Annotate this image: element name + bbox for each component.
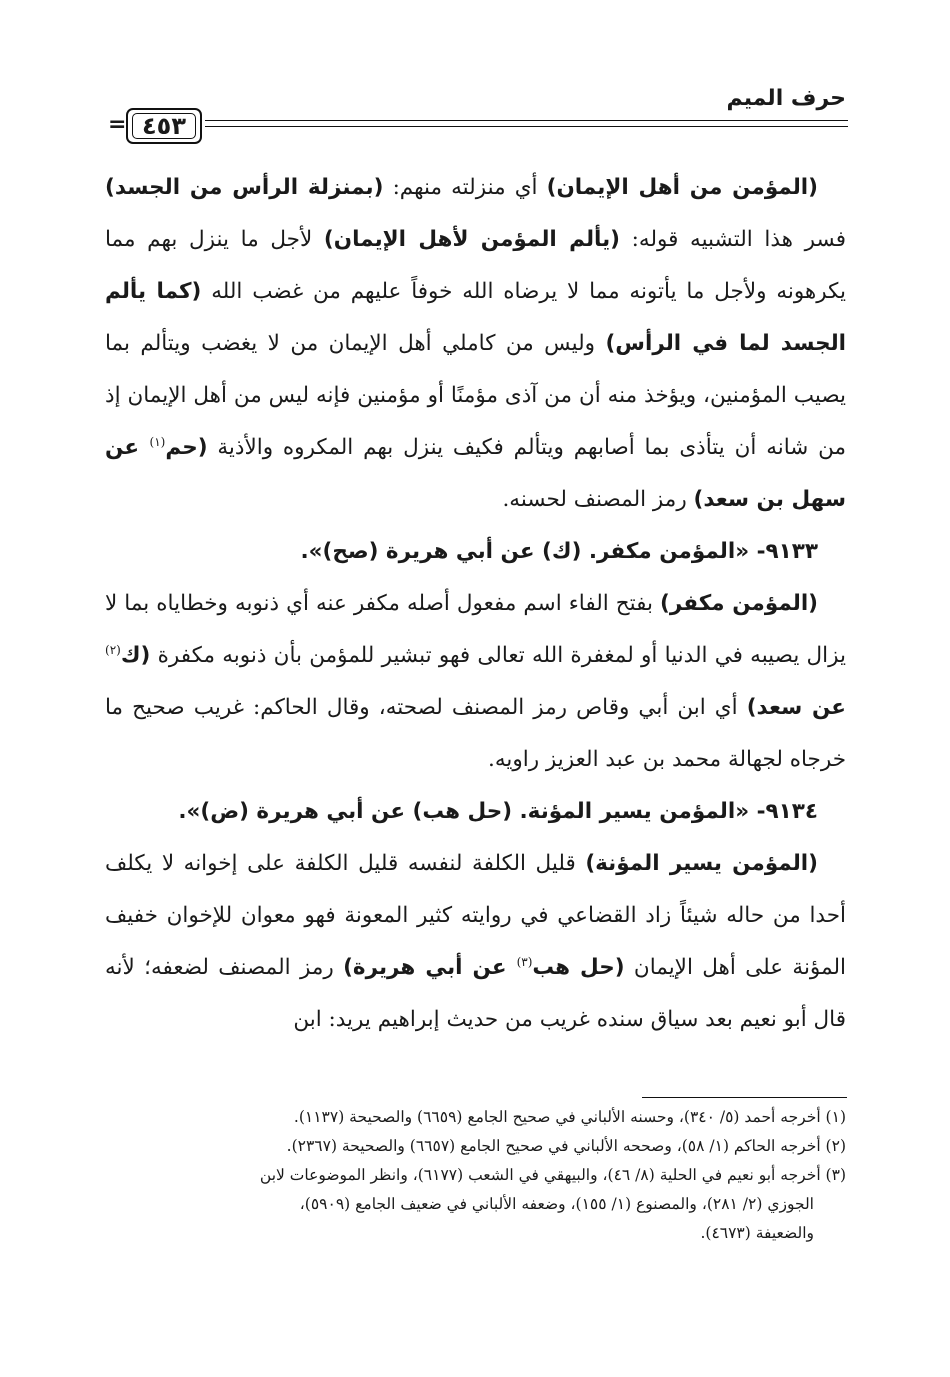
footnote-3: (٣) أخرجه أبو نعيم في الحلية (٨/ ٤٦)، والبيهقي في الشعب (٦١٧٧)، وانظر الموضوعات لابن xyxy=(259,1166,846,1184)
page-number: ٤٥٣ xyxy=(142,112,186,140)
source-reference: عن سهل بن سعد) xyxy=(105,435,846,512)
running-header-title: حرف الميم xyxy=(726,86,846,111)
footnote-separator xyxy=(642,1097,847,1098)
footnote-3-continued: الجوزي (٢/ ٢٨١)، والمصنوع (١/ ١٥٥)، وضعفه الألباني في ضعيف الجامع (٥٩٠٩)، xyxy=(299,1195,814,1213)
source-reference: عن سعد) xyxy=(746,695,846,720)
quoted-hadith-phrase: (المؤمن من أهل الإيمان) xyxy=(546,175,818,200)
quoted-hadith-phrase: (يألم المؤمن لأهل الإيمان) xyxy=(323,227,620,252)
commentary-text: أي منزلته منهم: xyxy=(383,175,547,200)
header-ornament: = xyxy=(108,112,127,137)
paragraph-commentary-2 xyxy=(105,578,846,786)
header-rule-bottom xyxy=(205,126,848,127)
header-rule-top xyxy=(205,120,848,121)
commentary-text: فسر هذا التشبيه قوله: xyxy=(620,227,846,252)
paragraph-commentary-1 xyxy=(105,162,846,526)
source-reference: (حم xyxy=(165,435,208,460)
source-reference: (ك xyxy=(120,643,151,668)
footnote-marker-2: (٢) xyxy=(105,642,121,657)
quoted-hadith-phrase: (بمنزلة الرأس من الجسد) xyxy=(105,175,384,200)
quoted-hadith-phrase: (كما يألم الجسد لما في الرأس) xyxy=(105,279,847,356)
commentary-text: وليس من كاملي أهل الإيمان من لا يغضب ويتألم بما يصيب المؤمنين، ويؤخذ منه أن من آذى مؤمنًا أو مؤمنين فإنه ليس من أهل الإيمان إذ من شانه أن يتأذى بما أصابهم ويتألم فكيف ينزل بهم المكروه والأذية xyxy=(105,331,846,460)
quoted-hadith-phrase: (المؤمن يسير المؤنة) xyxy=(585,851,818,876)
commentary-text: لأجل ما ينزل بهم مما يكرهونه ولأجل ما يأتونه مما لا يرضاه الله خوفاً عليهم من غضب الله xyxy=(105,227,846,304)
commentary-text: رمز المصنف لحسنه. xyxy=(502,487,694,512)
footnote-3-end: والضعيفة (٤٦٧٣). xyxy=(700,1224,814,1242)
commentary-text: رمز المصنف لضعفه؛ لأنه قال أبو نعيم بعد سياق سنده غريب من حديث إبراهيم يريد: ابن xyxy=(105,955,846,1032)
source-reference: عن أبي هريرة) xyxy=(343,955,517,980)
main-text xyxy=(105,162,846,1046)
footnotes xyxy=(106,1103,846,1248)
hadith-entry-9133: ٩١٣٣- «المؤمن مكفر. (ك) عن أبي هريرة (صح)». xyxy=(300,539,818,564)
footnote-1: (١) أخرجه أحمد (٥/ ٣٤٠)، وحسنه الألباني في صحيح الجامع (٦٦٥٩) والصحيحة (١١٣٧). xyxy=(293,1108,846,1126)
paragraph-commentary-3 xyxy=(105,838,846,1046)
page-number-box xyxy=(126,108,202,144)
commentary-text: بفتح الفاء اسم مفعول أصله مكفر عنه أي ذنوبه وخطاياه بما لا يزال يصيبه في الدنيا أو لمغفرة الله تعالى فهو تبشير للمؤمن بأن ذنوبه مكفرة xyxy=(105,591,846,668)
footnote-marker-3: (٣) xyxy=(516,954,533,969)
footnote-marker-1: (١) xyxy=(149,434,166,449)
header-double-rule xyxy=(205,120,848,130)
quoted-hadith-phrase: (المؤمن مكفر) xyxy=(660,591,819,616)
footnote-2: (٢) أخرجه الحاكم (١/ ٥٨)، وصححه الألباني في صحيح الجامع (٦٦٥٧) والصحيحة (٢٣٦٧). xyxy=(286,1137,846,1155)
commentary-text: قليل الكلفة لنفسه قليل الكلفة على إخوانه لا يكلف أحدا من حاله شيئاً زاد القضاعي في روايته كثير المعونة فهو معوان للإخوان خفيف المؤنة على أهل الإيمان xyxy=(105,851,846,980)
hadith-entry-9134: ٩١٣٤- «المؤمن يسير المؤنة. (حل هب) عن أبي هريرة (ض)». xyxy=(178,799,818,824)
source-reference: (حل هب xyxy=(532,955,625,980)
commentary-text: أي ابن أبي وقاص رمز المصنف لصحته، وقال الحاكم: غريب صحيح ما خرجاه لجهالة محمد بن عبد العزيز راويه. xyxy=(105,695,846,772)
